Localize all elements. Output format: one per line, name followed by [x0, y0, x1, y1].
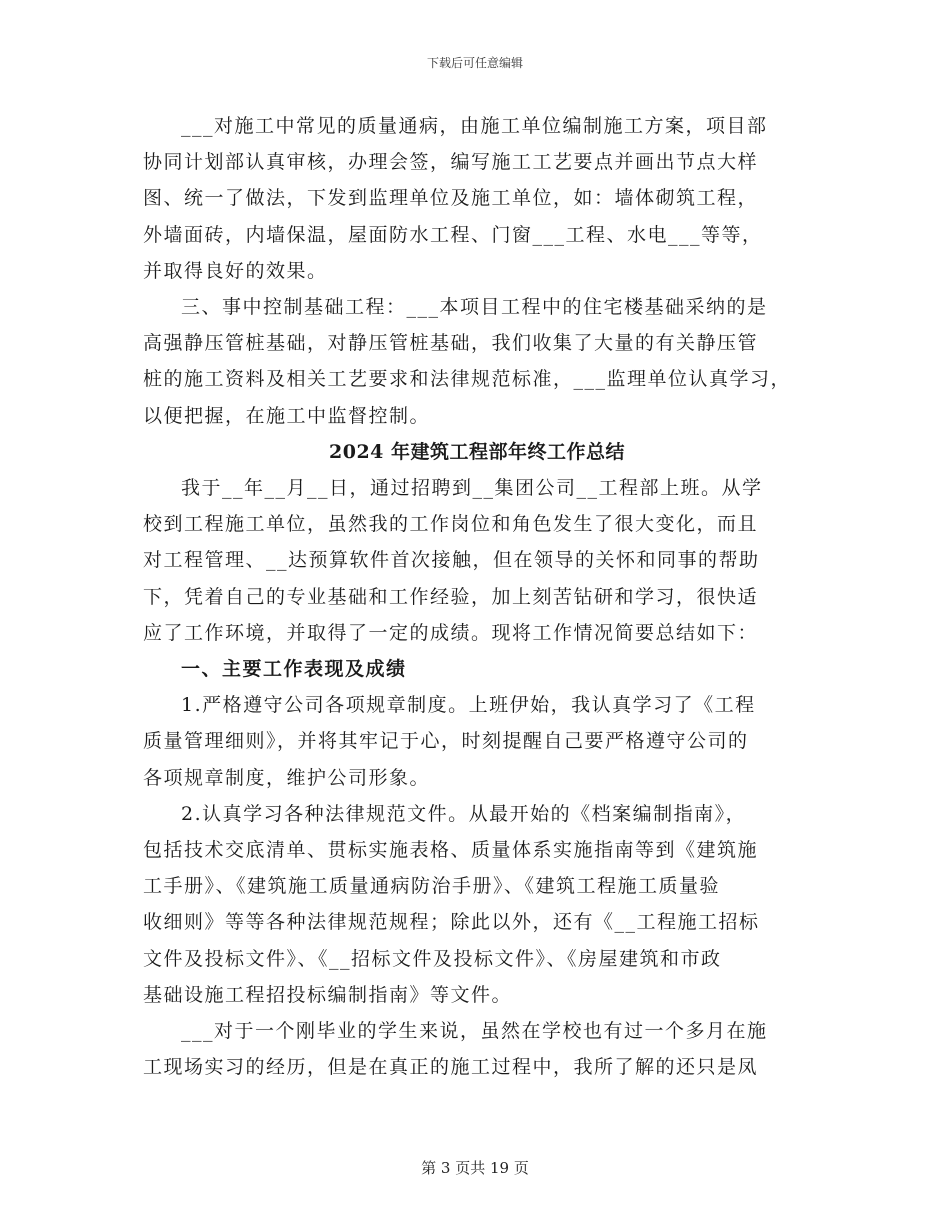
text-line: 质量管理细则》，并将其牢记于心，时刻提醒自己要严格遵守公司的 — [143, 730, 749, 753]
paragraph-item-3 — [143, 1013, 811, 1085]
paragraph-intro — [143, 470, 811, 651]
paragraph-quality-defects — [143, 108, 811, 289]
text-line: 三、事中控制基础工程：___本项目工程中的住宅楼基础采纳的是 — [181, 296, 768, 319]
text-line: 校到工程施工单位，虽然我的工作岗位和角色发生了很大变化，而且 — [143, 513, 759, 536]
text-line: 桩的施工资料及相关工艺要求和法律规范标准，___监理单位认真学习， — [143, 368, 792, 391]
text-line: 应了工作环境，并取得了一定的成绩。现将工作情况简要总结如下： — [143, 621, 759, 644]
page-footer: 第 3 页共 19 页 — [421, 1159, 529, 1177]
document-title: 2024 年建筑工程部年终工作总结 — [329, 440, 625, 463]
page-header: 下载后可任意编辑 — [426, 56, 523, 70]
text-line: 各项规章制度，维护公司形象。 — [143, 766, 431, 789]
text-line: 对工程管理、__达预算软件首次接触，但在领导的关怀和同事的帮助 — [143, 549, 760, 572]
text-line: 文件及投标文件》、《__招标文件及投标文件》、《房屋建筑和市政 — [143, 947, 722, 970]
paragraph-item-1 — [143, 687, 811, 796]
text-line: 基础设施工程招投标编制指南》等文件。 — [143, 983, 513, 1006]
text-line: 工现场实习的经历，但是在真正的施工过程中，我所了解的还只是凤 — [143, 1056, 759, 1079]
text-line: ___对于一个刚毕业的学生来说，虽然在学校也有过一个多月在施 — [181, 1020, 768, 1043]
document-body — [143, 108, 811, 1085]
paragraph-foundation-control — [143, 289, 811, 434]
text-line: 以便把握，在施工中监督控制。 — [143, 404, 431, 427]
text-line: 1.严格遵守公司各项规章制度。上班伊始，我认真学习了《工程 — [181, 694, 756, 717]
text-line: 协同计划部认真审核，办理会签，编写施工工艺要点并画出节点大样 — [143, 151, 759, 174]
section-heading: 一、主要工作表现及成绩 — [181, 658, 407, 681]
text-line: 2.认真学习各种法律规范文件。从最开始的《档案编制指南》， — [181, 802, 747, 825]
text-line: 并取得良好的效果。 — [143, 259, 328, 282]
text-line: 外墙面砖，内墙保温，屋面防水工程、门窗___工程、水电___等等， — [143, 223, 763, 246]
text-line: 高强静压管桩基础，对静压管桩基础，我们收集了大量的有关静压管 — [143, 332, 759, 355]
text-line: 图、统一了做法，下发到监理单位及施工单位，如：墙体砌筑工程， — [143, 187, 759, 210]
text-line: 包括技术交底清单、贯标实施表格、质量体系实施指南等到《建筑施 — [143, 839, 759, 862]
text-line: ___对施工中常见的质量通病，由施工单位编制施工方案，项目部 — [181, 115, 768, 137]
text-line: 下，凭着自己的专业基础和工作经验，加上刻苦钻研和学习，很快适 — [143, 585, 759, 608]
text-line: 我于__年__月__日，通过招聘到__集团公司__工程部上班。从学 — [181, 477, 763, 500]
text-line: 收细则》等等各种法律规范规程；除此以外，还有《__工程施工招标 — [143, 911, 760, 934]
paragraph-item-2 — [143, 796, 811, 1013]
text-line: 工手册》、《建筑施工质量通病防治手册》、《建筑工程施工质量验 — [143, 875, 721, 898]
